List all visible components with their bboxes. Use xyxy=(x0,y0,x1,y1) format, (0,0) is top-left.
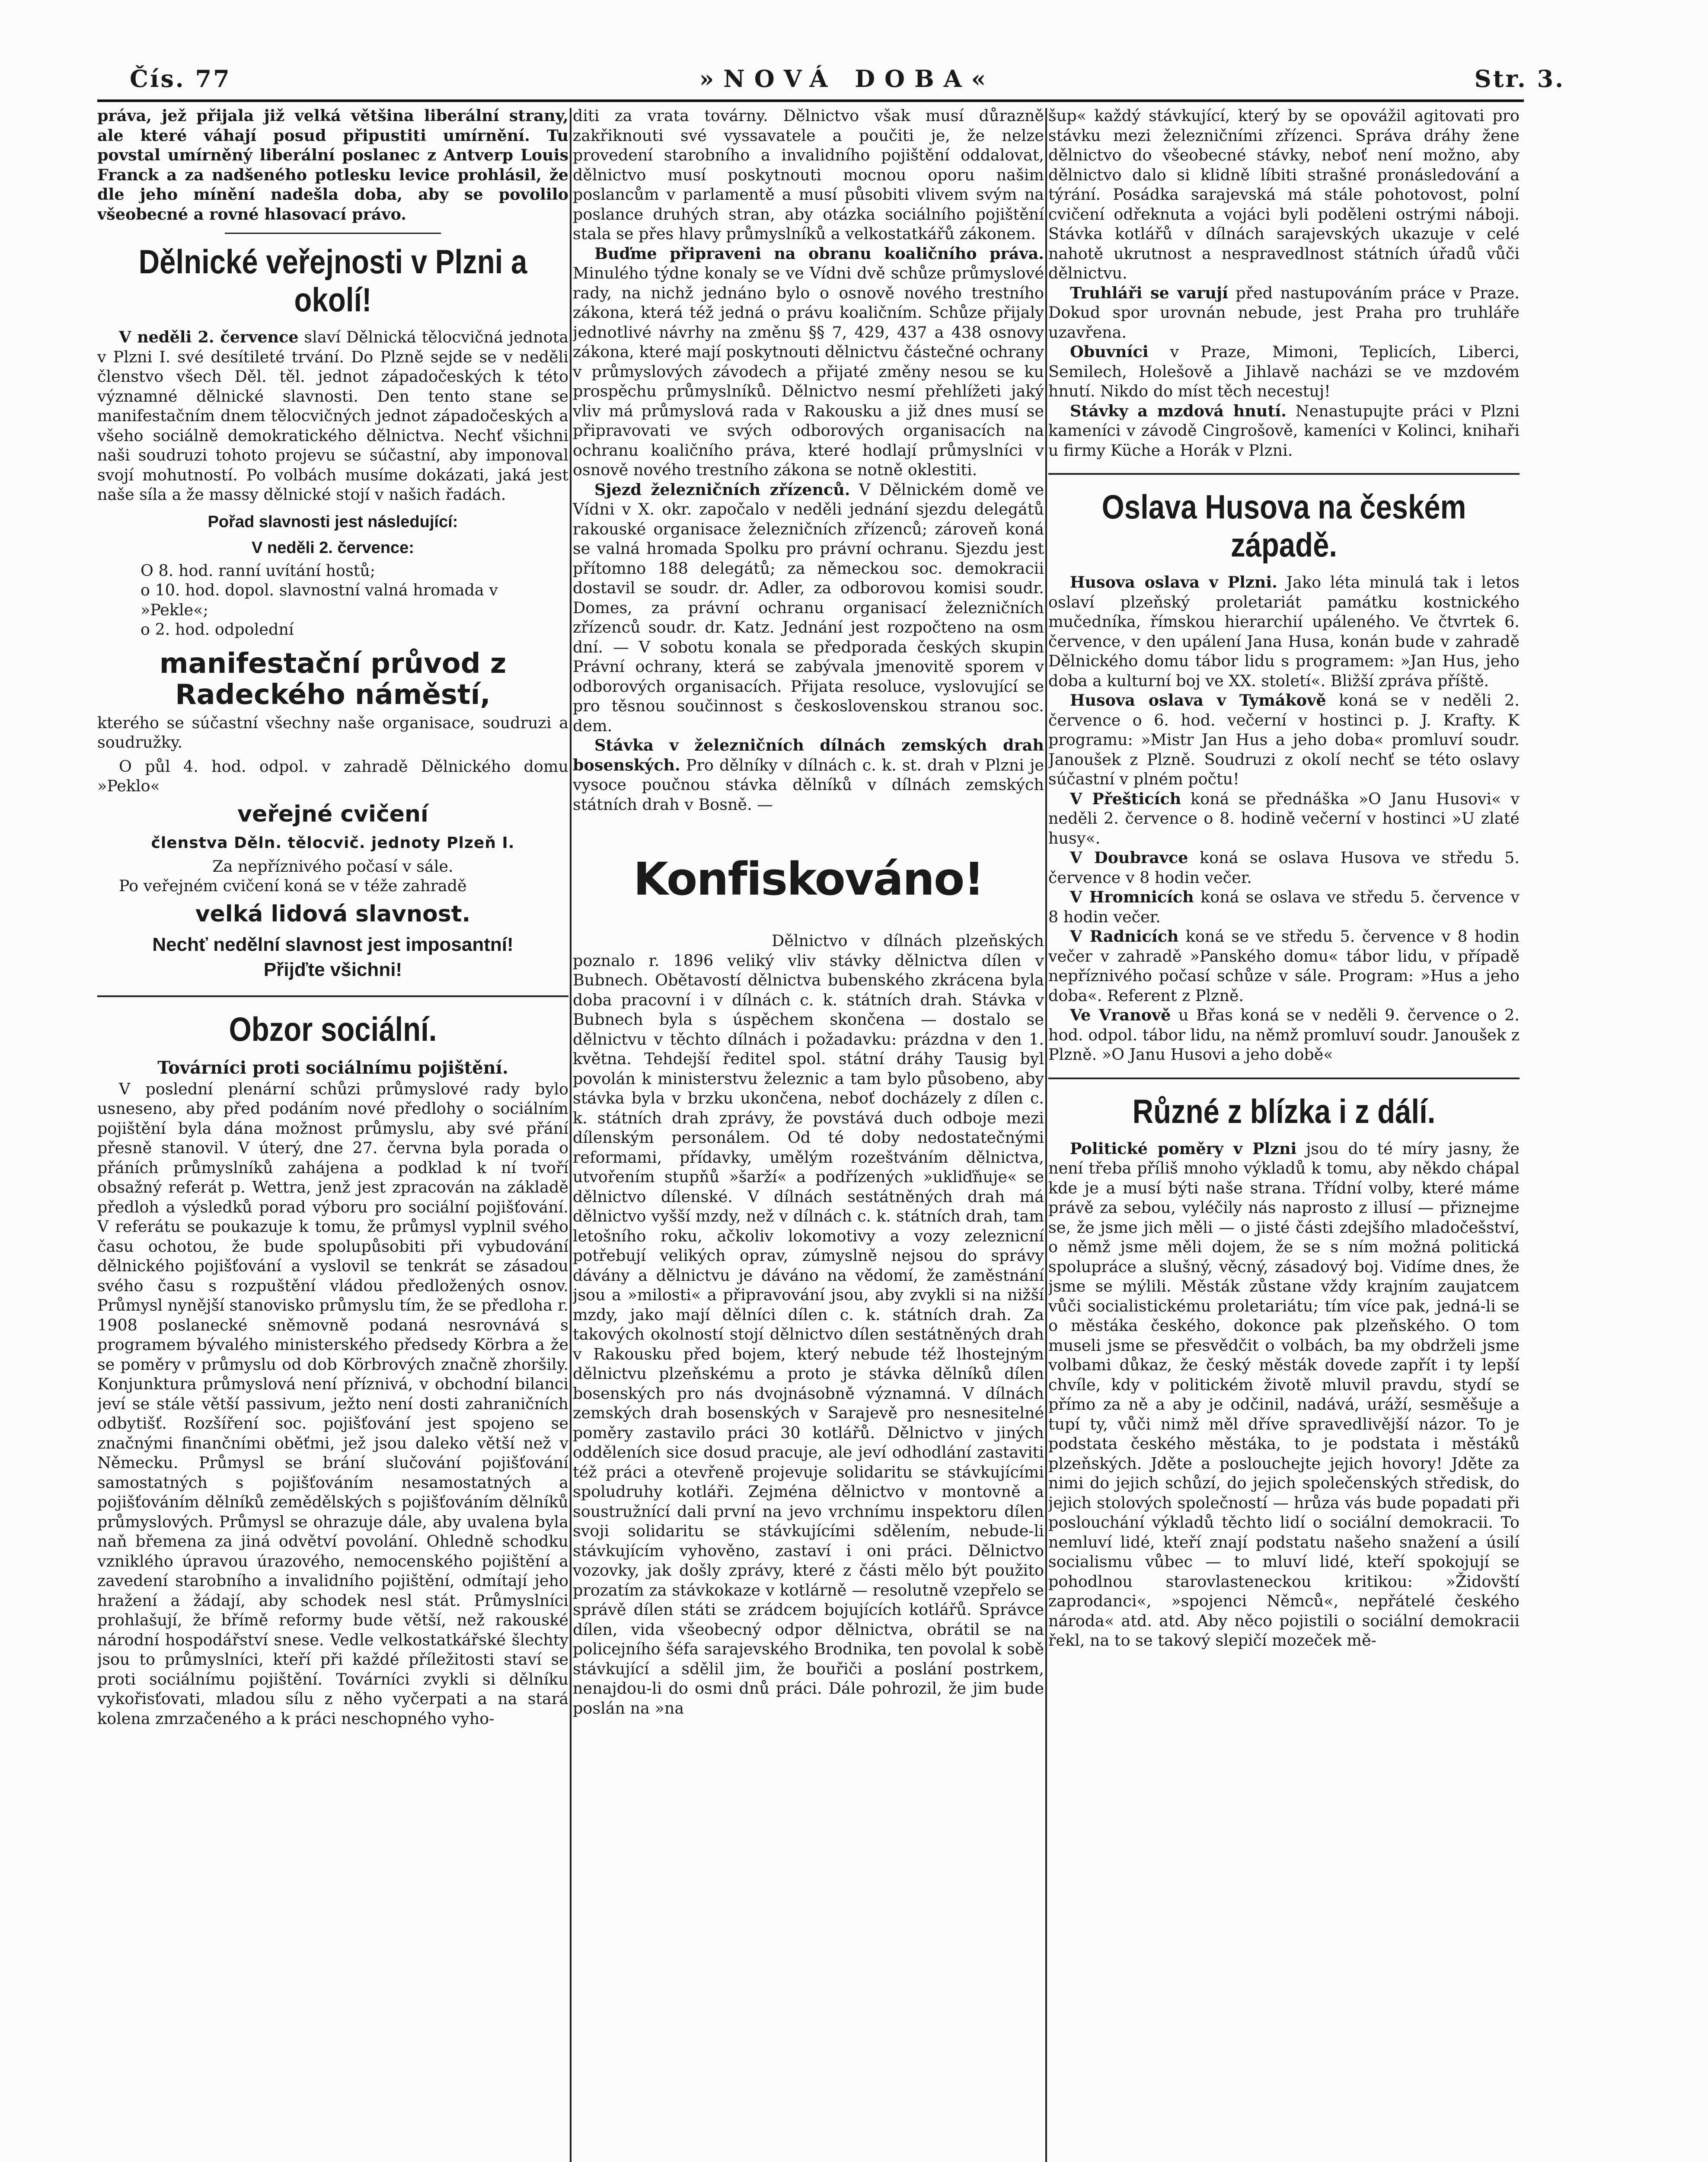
lead-truhlari: Truhláři se varují xyxy=(1070,283,1228,302)
program-heading: Pořad slavnosti jest následující: xyxy=(208,512,458,531)
membership-line: členstva Děln. tělocvič. jednoty Plzeň I. xyxy=(151,834,515,852)
text-truhlari: před nastupováním práce v Praze. Dokud spor urovnán nebude, jest Praha pro truhláře uzavřena. xyxy=(1048,283,1520,342)
section-divider xyxy=(1048,473,1520,475)
lead-hromnice: V Hromnicích xyxy=(1070,888,1194,906)
text-radnice: koná se ve středu 5. července v 8 hodin večer v zahradě »Panského domu« tábor lidu, v případě nepříznivého počasí schůze v sále. Program: »Hus a jeho doba«. Referent z Plzně. xyxy=(1048,927,1520,1005)
lead-stavka: Stávka v železničních dílnách zemských drah bosenských. xyxy=(573,736,1044,774)
paragraph-oslava-plzen xyxy=(1048,572,1520,691)
public-exercise: veřejné cvičení xyxy=(237,801,428,827)
text-oslava-plzen: Jako léta minulá tak i letos oslaví plzeňský proletariát památku kostnického mučedníka, římskou hierarchií upáleného. Ve čtvrtek 6. července, v den upálení Jana Husa, konán bude v zahradě Dělnického domu tábor lidu s programem: »Jan Hus, jeho doba a kulturní boj ve XX. století«. Bližší zpráva příště. xyxy=(1048,573,1520,690)
column-3 xyxy=(1048,106,1520,2162)
text-doubravce: koná se oslava Husova ve středu 5. července v 8 hodin večer. xyxy=(1048,848,1520,887)
paragraph-doubravce xyxy=(1048,848,1520,887)
column-1 xyxy=(97,106,568,2162)
program-item: o 2. hod. odpolední xyxy=(140,620,294,639)
subhead-tovarnici: Továrníci proti sociálnímu pojištění. xyxy=(157,1057,508,1078)
text-sjezd: V Dělnickém domě ve Vídni v X. okr. započalo v neděli jednání sjezdu delegátů rakouské organisace železničních zřízenců; zároveň koná se valná hromada Spolku pro právní ochranu. Sjezdu jest přítomno 188 delegátů; za německou soc. demokracii dostavil se soudr. dr. Adler, za odborovou komisi soudr. Domes, za právní ochranu organisací železničních zřízenců soudr. dr. Katz. Jednání jest rozpočteno na osm dní. — V sobotu konala se předporada českých skupin Právní ochrany, která se zabývala jmenovitě sporem v odborových organisacích. Přijata resoluce, vyslovující se pro těsnou součinnost s československou stranou soc. dem. xyxy=(573,480,1044,735)
text-hromnice: koná se oslava ve středu 5. července v 8 hodin večer. xyxy=(1048,888,1520,926)
masthead-title: »NOVÁ DOBA« xyxy=(699,65,996,93)
headline-obzor: Obzor sociální. xyxy=(229,1010,437,1048)
text-nedele: slaví Dělnická tělocvičná jednota v Plzni I. své desítileté trvání. Do Plzně sejde se v neděli členstvo všech Děl. těl. jednot západočeských k této významné dělnické slavnosti. Den tento stane se manifestačním dnem tělocvičných jednot západočeských a všeho sociálně demokratického dělnictva. Nechť všichni naši soudruzi tohoto projevu se súčastní, aby imponoval svojí mohutností. Po volbách musíme dokázati, jaká jest naše síla a že massy dělnické stojí v našich řadách. xyxy=(97,328,568,504)
lead-nedele: V neděli 2. července xyxy=(119,328,299,346)
paragraph-politicke xyxy=(1048,1139,1520,1650)
text-stavka: Pro dělníky v dílnách c. k. st. drah v Plzni je vysoce poučnou stávka dělníků v dílnách zemských státních drah v Bosně. — xyxy=(573,755,1044,814)
lead-politicke: Politické poměry v Plzni xyxy=(1070,1139,1297,1158)
manifest-march: manifestační průvod z Radeckého náměstí, xyxy=(159,647,507,711)
text-vranov: u Břas koná se v neděli 9. července o 2. hod. odpol. tábor lidu, na němž promluví soudr. Janoušek z Plzně. »O Janu Husovi a jeho době« xyxy=(1048,1006,1520,1064)
lead-sjezd: Sjezd železničních zřízenců. xyxy=(594,480,850,499)
appeal-imposing: Nechť nedělní slavnost jest imposantní! xyxy=(152,934,514,955)
lead-koalicni: Buďme připraveni na obranu koaličního práva. xyxy=(594,244,1044,263)
text-tymakov: koná se v neděli 2. července o 6. hod. večerní v hostinci p. J. Krafty. K programu: »Mistr Jan Hus a jeho doba« promluví soudr. Janoušek z Plzně. Soudruzi z okolí nechť se této oslavy súčastní v plném počtu! xyxy=(1048,691,1520,788)
lead-obuvnici: Obuvníci xyxy=(1070,342,1149,361)
program-item: o 10. hod. dopol. slavnostní valná hromada v »Pekle«; xyxy=(140,581,498,619)
section-divider xyxy=(1048,1078,1520,1079)
folk-festival: velká lidová slavnost. xyxy=(195,901,471,927)
manifest-participants: kterého se súčastní všechny naše organisace, soudruzi a soudružky. xyxy=(97,713,568,752)
paragraph-truhlari xyxy=(1048,283,1520,342)
page-header xyxy=(112,65,1582,99)
text-obuvnici: v Praze, Mimoni, Teplicích, Liberci, Semilech, Holešově a Jihlavě nacházi se ve mzdovém hnutí. Nikdo do míst těch necestuj! xyxy=(1048,342,1520,400)
confiscated-banner: Konfiskováno! xyxy=(633,853,983,905)
lead-tymakov: Husova oslava v Tymákově xyxy=(1070,691,1326,710)
column-divider xyxy=(570,108,571,2162)
after-exercise-note: Po veřejném cvičení koná se v téže zahradě xyxy=(119,876,467,895)
headline-delnicke-verejnosti: Dělnické veřejnosti v Plzni a okolí! xyxy=(138,243,527,319)
paragraph-radnice xyxy=(1048,927,1520,1005)
paragraph-continued: diti za vrata továrny. Dělnictvo však musí důrazně zakřiknouti své vyssavatele a poučiti je, že nelze provedení starobního a invalidního pojištění oddalovat, dělnictvo musí poskytnouti mocnou oporu našim poslancům v parlamentě a musí působiti vlivem svým na poslance druhých stran, aby otázka sociálního pojištění stala se přes hlavy průmyslníků a velkostatkářů zákonem. xyxy=(573,106,1044,243)
afternoon-note: O půl 4. hod. odpol. v zahradě Dělnického domu »Peklo« xyxy=(97,757,568,795)
divider xyxy=(225,233,441,234)
headline-oslava: Oslava Husova na českém západě. xyxy=(1101,488,1466,564)
paragraph-stavka xyxy=(573,736,1044,814)
paragraph-tovarnici: V poslední plenární schůzi průmyslové rady bylo usneseno, aby před podáním nové předlohy o sociálním pojištění byla dána možnost průmyslu, aby své přání přesně stanovil. V úterý, dne 27. června byla porada o přáních průmyslníků zahájena a podklad k ní tvoří obsažný referát p. Wettra, jenž jest zpracován na základě předloh a výsledků porad výboru pro sociální pojišťování. V referátu se poukazuje k tomu, že průmysl vyplnil svého času ochotou, že bude spolupůsobiti při vybudování dělnického pojišťování a vyslovil se tenkrát se zásadou svého času s rozpuštění vládou předložených osnov. Průmysl nynější stanovisko průmyslu tím, že se předloha r. 1908 poslanecké sněmovně podaná nesrovnává s programem bývalého ministerského předsedy Körbra a že se poměry v průmyslu od dob Körbrových značně zhoršily. Konjunktura průmyslová není příznivá, v obchodní bilanci jeví se stále větší passivum, ježto není dosti zahraničních odbytišť. Rozšíření soc. pojišťování jest spojeno se značnými finančními oběťmi, jež jsou daleko větší než v Německu. Průmysl se brání slučování pojišťování samostatných s pojišťováním nesamostatných a pojišťováním dělníků zemědělských s pojišťováním dělníků průmyslových. Průmysl se ohrazuje dále, aby uvalena byla naň břemena za jiná odvětví povolání. Ohledně schodku vzniklého úpravou úrazového, nemocenského pojištění a zavedení starobního a invalidního pojištění, odmítají jeho hražení a žádají, aby schodek nesl stát. Průmyslníci prohlašují, že břímě reformy bude větší, než rakouské národní hospodářství snese. Vedle velkostatkářské šlechty jsou to průmyslníci, kteří při každé příležitosti staví se proti sociálnímu pojištění. Továrníci zvykli si dělníku vykořisťovati, mladou sílu z něho vyčerpati a na stará kolena zmrzačeného a k práci neschopného vyho- xyxy=(97,1079,568,1728)
paragraph-hromnice xyxy=(1048,887,1520,927)
program-item: O 8. hod. ranní uvítání hostů; xyxy=(140,561,376,580)
lead-prestice: V Přešticích xyxy=(1070,789,1181,808)
paragraph-obuvnici xyxy=(1048,342,1520,401)
paragraph-prestice xyxy=(1048,789,1520,848)
lead-oslava-plzen: Husova oslava v Plzni. xyxy=(1070,573,1277,592)
paragraph-nedele xyxy=(97,327,568,505)
section-divider xyxy=(97,995,568,997)
header-rule xyxy=(97,99,1524,102)
column-divider xyxy=(1045,108,1047,2162)
paragraph-stavky xyxy=(1048,401,1520,461)
paragraph-tymakov xyxy=(1048,691,1520,789)
paragraph-continued: šup« každý stávkující, který by se opovážil agitovati pro stávku mezi železničními zřízenci. Správa dráhy žene dělnictvo do všeobecné stávky, neboť není možno, aby dělnictvo dalo si klidně líbiti strašné pronásledování a týrání. Posádka sarajevská má stále pohotovost, polní cvičení odřeknuta a vojáci byli poděleni ostrými náboji. Stávka kotlářů v dílnách sarajevských ukazuje v celé nahotě ukrutnost a nespravedlnost státních úřadů vůči dělnictvu. xyxy=(1048,106,1520,282)
text-politicke: jsou do té míry jasny, že není třeba příliš mnoho výkladů k tomu, aby někdo chápal kde je a musí býti naše strana. Třídní volby, které máme právě za sebou, vyléčily nás naprosto z illusí — přiznejme se, že jsme jich měli — o jisté části zdejšího mladočešství, o němž jsme měli dojem, že se s ním možná politická spolupráce a slušný, věcný, zásadový boj. Vidíme dnes, že jsme se mýlili. Městák zůstane vždy krajním zaujatcem vůči socialistickému proletariátu; tím více pak, jedná-li se o městáka českého, dokonce pak plzeňského. O tom museli jsme se přesvědčit o volbách, ba my obdrželi jsme volbami důkaz, že český městák dovede zapřít i ty lepší chvíle, kdy v politickém životě mluvil pravdu, stydí se přímo za ně a aby je odčinil, nadává, uráží, sesměšuje a tupí ty, vůči nimž měl dříve spravedlivější názor. To je podstata českého městáka, to je podstata i městáků plzeňských. Jděte a poslouchejte jejich hovory! Jděte za nimi do jejich schůzí, do jejich společenských středisk, do jejich stolových společností — hrůza vás bude popadati při poslouchání výkladů těchto lidí o sociální demokracii. To nemluví lidé, kteří znají podstatu našeho snažení a úsilí socialismu vůbec — to mluví lidé, kteří spokojují se pohodlnou starovlasteneckou kritikou: »Židovští zaprodanci«, »spojenci Němců«, nepřátelé českého národa« atd. atd. Aby něco pojistili o sociální demokracii řekl, na to se takový slepičí mozeček mě- xyxy=(1048,1139,1520,1650)
text-stavky: Nenastupujte práci v Plzni kameníci v závodě Cingrošově, kameníci v Kolinci, knihaři u firmy Küche a Horák v Plzni. xyxy=(1048,401,1520,460)
paragraph-koalicni xyxy=(573,244,1044,480)
headline-ruzne: Různé z blízka i z dálí. xyxy=(1132,1092,1436,1130)
lead-radnice: V Radnicích xyxy=(1070,927,1179,946)
intro-paragraph: práva, jež přijala již velká většina liberální strany, ale které váhají posud připustiti umírnění. Tu povstal umírněný liberální poslanec z Antverp Louis Franck a za nadšeného potlesku levice prohlásil, že dle jeho mínění nadešla doba, aby se povolilo všeobecné a rovné hlasovací právo. xyxy=(97,106,568,224)
bad-weather-note: Za nepříznivého počasí v sále. xyxy=(212,857,453,876)
paragraph-sjezd xyxy=(573,480,1044,736)
paragraph-vranov xyxy=(1048,1005,1520,1065)
program-list xyxy=(97,561,568,640)
lead-vranov: Ve Vranově xyxy=(1070,1006,1171,1024)
paragraph-dilny: Dělnictvo v dílnách plzeňských poznalo r. 1896 veliký vliv stávky dělnictva dílen v Bubnech. Obětavostí dělnictva bubenského zkrácena byla doba pracovní i v dílnách c. k. státních drah. Stávka v Bubnech byla s úspěchem skončena — dostalo se dělnictvu v těchto dílnách i požadavku: prázdna v den 1. května. Tehdejší ředitel spol. státní dráhy Tausig byl povolán k ministerstvu železnic a tam bylo působeno, aby stávka byla v brzku ukončena, neboť docházely z dílen c. k. státních drah zprávy, že povstává duch odboje mezi dílenským personálem. Od té doby nedostatečnými reformami, přídavky, umělým rozeštváním dělnictva, utvořením stupňů »šarží« a podřízených »ukliďňuje« se dělnictvo dílenské. V dílnách sestátněných drah má dělnictvo vyšší mzdy, než v dílnách c. k. státních drah, tam letošního roku, ačkoliv lokomotivy a vozy zeleznicní potřebují velikých oprav, zúmyslně nejsou do správy dávány a dělnictvu je dáváno na vědomí, že zaměstnání jsou a »milosti« a připravování jsou, aby zvykli si na nižší mzdy, jako mají dělníci dílen c. k. státních drah. Za takových okolností stojí dělnictvo dílen sestátněných drah v Rakousku před bojem, který nebude též lhostejným dělnictvu plzeňskému a proto je stávka dělníků dílen bosenských pro nás dvojnásobně významná. V dílnách zemských drah bosenských v Sarajevě pro nesnesitelné poměry zastavilo práci 30 kotlářů. Dělnictvo v jiných odděleních sice dosud pracuje, ale jeví odhodlání zastaviti též práci a otevřeně projevuje solidaritu se stávkujícími spoludruhy kotláři. Zejména dělnictvo v montovně a soustružnící dali první na jevo vrchnímu inspektoru dílen svoji solidaritu se stávkujícími sdělením, nebude-li stávkujícím vyhověno, zastaví i oni práci. Dělnictvo vozovky, jak došly zprávy, které z části mělo být použito prozatím za stávkokaze v kotlárně — resolutně vzepřelo se správě dílen státi se zrádcem bojujících kotlářů. Správce dílen, vida všeobecný odpor dělnictva, obrátil se na policejního šéfa sarajevského Brodnika, ten povolal k sobě stávkující a sdělil jim, že bouřiči a poslání postrkem, nenajdou-li do osmi dnů práci. Dále pohrozil, že jim bude poslán na »na xyxy=(573,931,1044,1717)
column-2 xyxy=(573,106,1044,2162)
lead-stavky: Stávky a mzdová hnutí. xyxy=(1070,401,1287,420)
lead-doubravce: V Doubravce xyxy=(1070,848,1188,867)
text-koalicni: Minulého týdne konaly se ve Vídni dvě schůze průmyslové rady, na nichž jednáno bylo o osnově nového trestního zákona, která též jedná o právu koaličním. Schůze přijaly jednotlivé návrhy na změnu §§ 7, 429, 437 a 438 osnovy zákona, které mají poskytnouti dělnictvu částečné ochrany v průmyslových závodech a přijaté změny nesou se ku prospěchu průmyslníků. Dělnictvo nesmí přehlížeti jaký vliv má průmyslová rada v Rakousku a již dnes musí se připravovati ve svých odborových organisacích na ochranu koaličního práva, které hodlají průmyslníci v osnově nového trestního zákona se notně oklestiti. xyxy=(573,264,1044,479)
program-date: V neděli 2. července: xyxy=(252,538,414,557)
page-number: Str. 3. xyxy=(1474,65,1565,93)
issue-number: Čís. 77 xyxy=(130,65,231,93)
appeal-come: Přijďte všichni! xyxy=(263,959,402,980)
text-prestice: koná se přednáška »O Janu Husovi« v neděli 2. července o 8. hodině večerní v hostinci »U zlaté husy«. xyxy=(1048,789,1520,848)
